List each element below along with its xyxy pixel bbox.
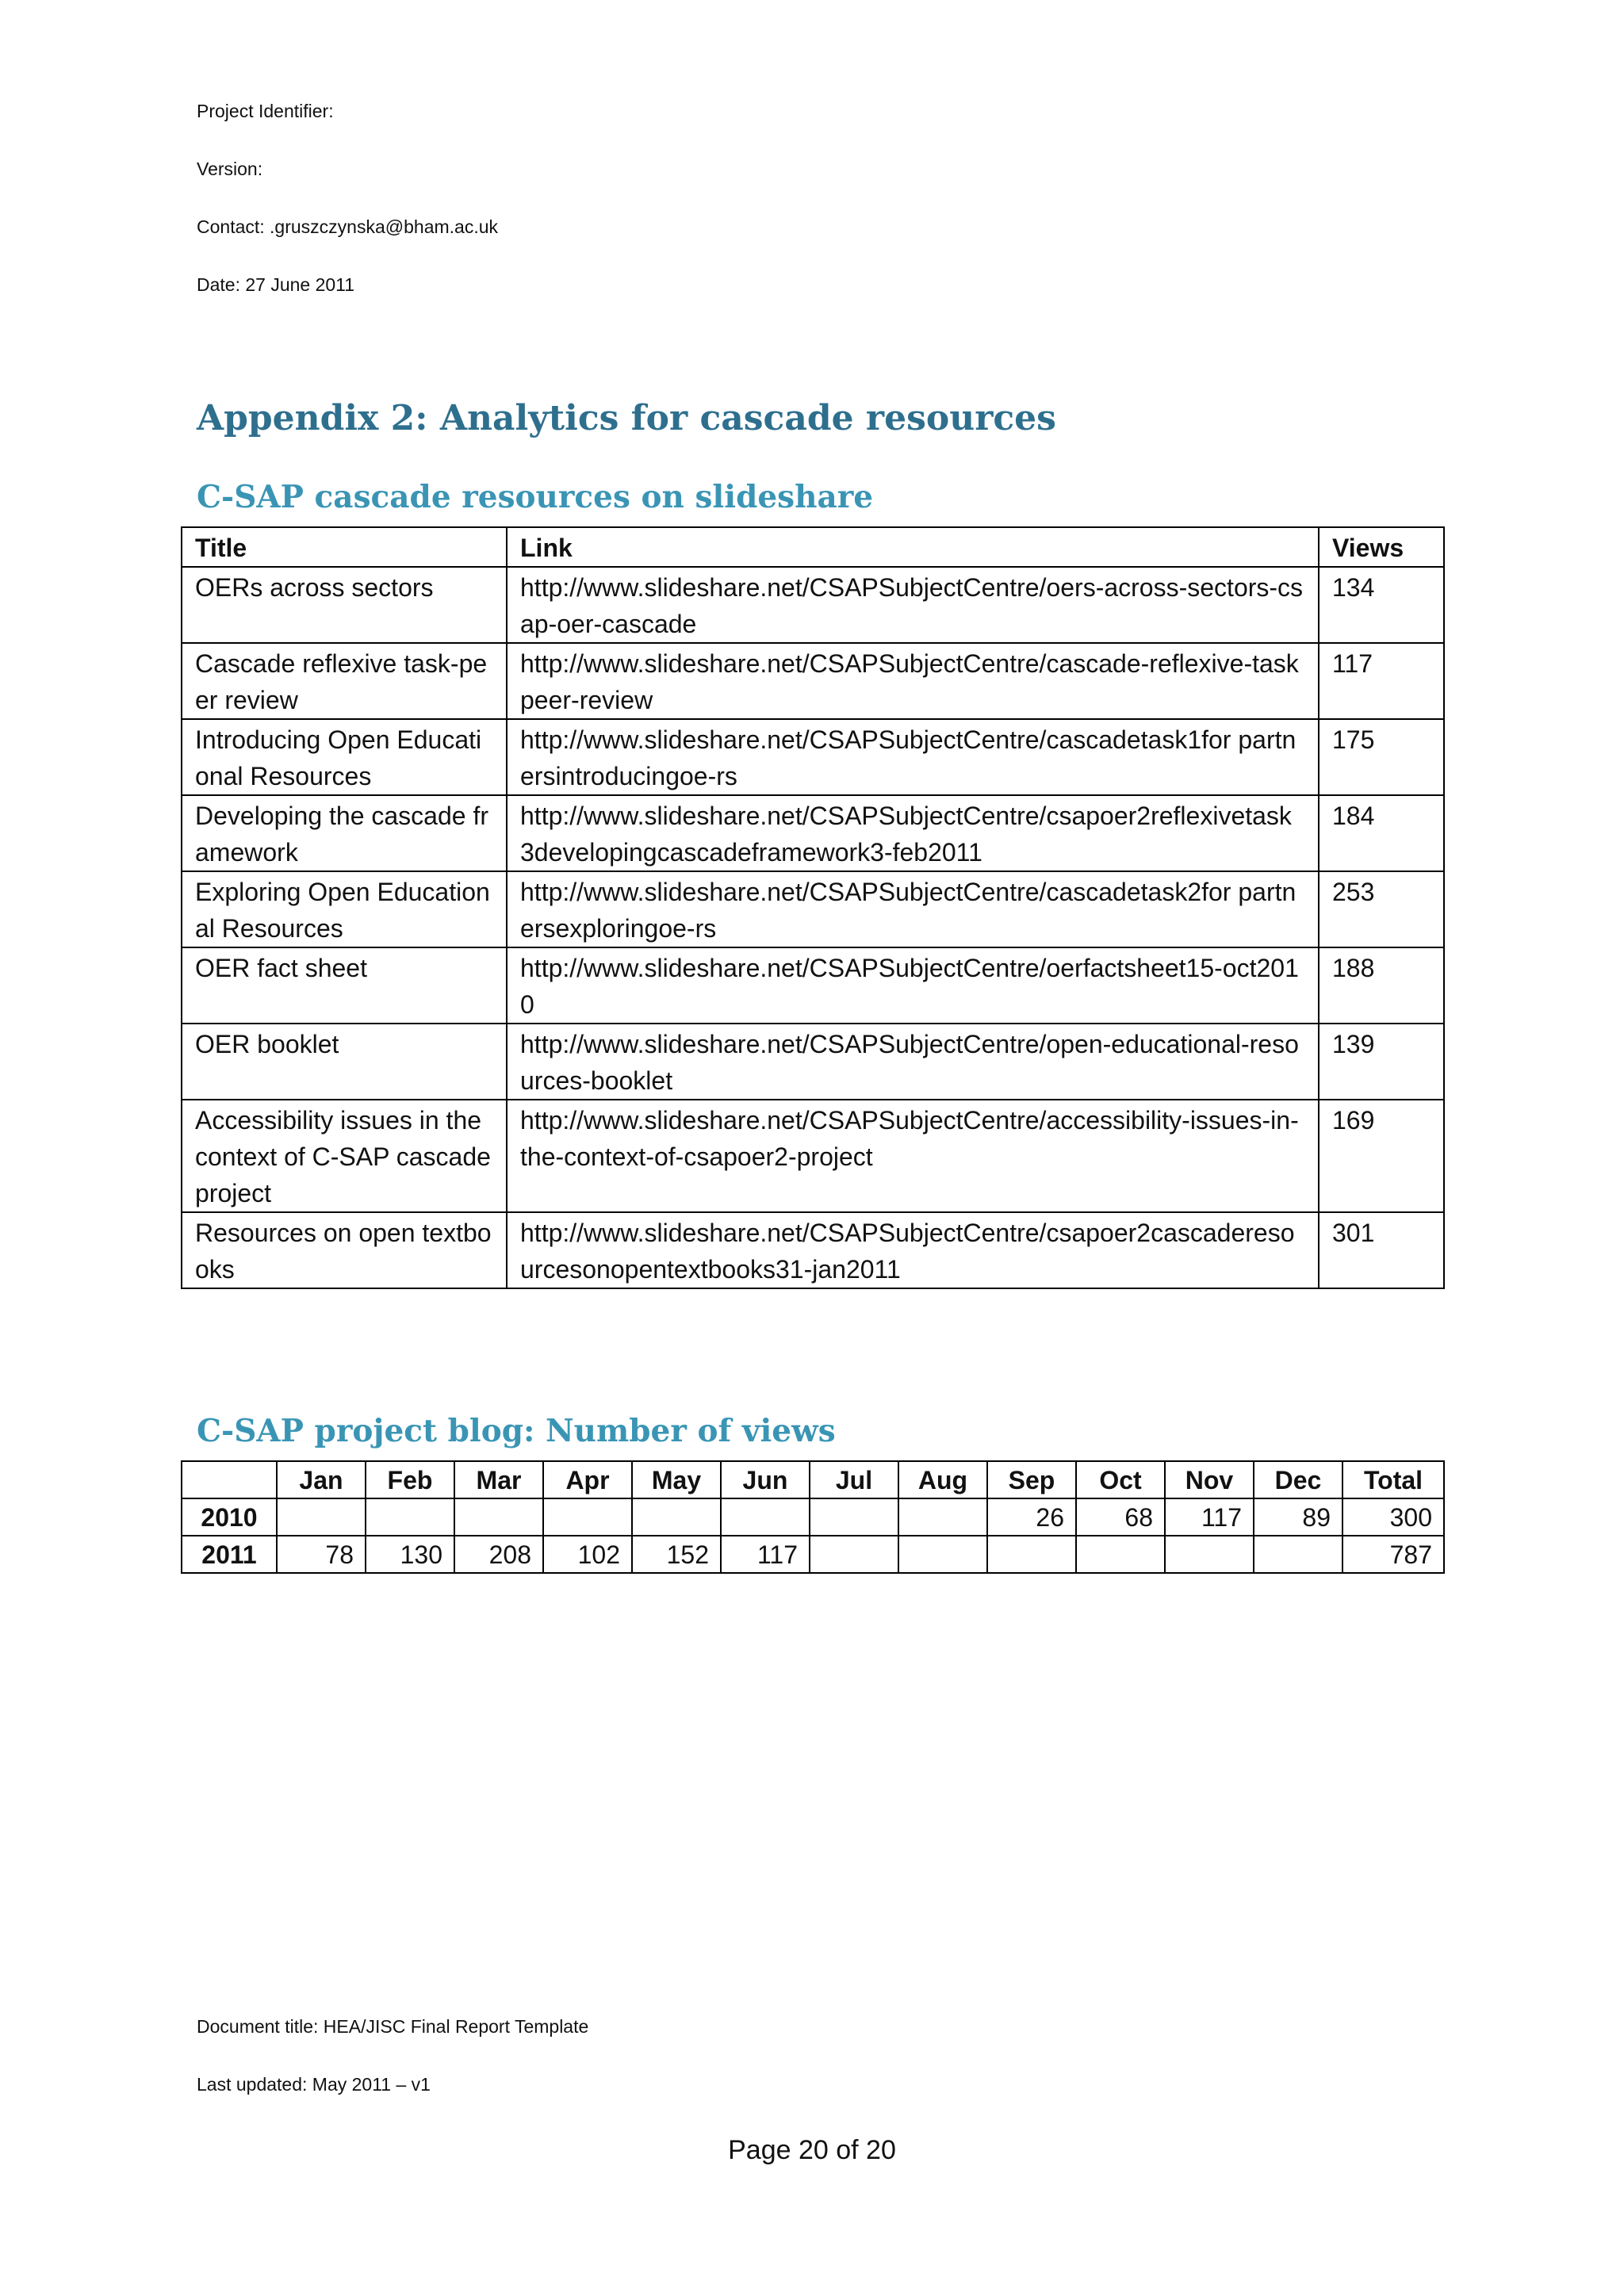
month-value: 208: [454, 1536, 543, 1573]
column-header-may: May: [632, 1461, 721, 1498]
resource-views: 188: [1319, 947, 1444, 1024]
column-header-jul: Jul: [810, 1461, 898, 1498]
month-value: [366, 1498, 454, 1536]
resource-link[interactable]: http://www.slideshare.net/CSAPSubjectCentre/oers-across-sectors-csap-oer-cascade: [507, 567, 1319, 643]
table-row: [182, 1024, 1444, 1100]
month-value: [1254, 1536, 1342, 1573]
year-cell: 2010: [182, 1498, 277, 1536]
resource-views: 169: [1319, 1100, 1444, 1212]
total-value: 300: [1342, 1498, 1444, 1536]
table-row: [182, 1100, 1444, 1212]
column-header-total: Total: [1342, 1461, 1444, 1498]
month-value: 68: [1076, 1498, 1165, 1536]
month-value: [898, 1498, 987, 1536]
month-value: [277, 1498, 366, 1536]
column-header-mar: Mar: [454, 1461, 543, 1498]
column-header-dec: Dec: [1254, 1461, 1342, 1498]
resource-link[interactable]: http://www.slideshare.net/CSAPSubjectCentre/oerfactsheet15-oct2010: [507, 947, 1319, 1024]
table-row: [182, 795, 1444, 871]
resource-views: 184: [1319, 795, 1444, 871]
resource-title: OER booklet: [182, 1024, 507, 1100]
resource-views: 301: [1319, 1212, 1444, 1288]
month-value: [987, 1536, 1076, 1573]
table-row: [182, 719, 1444, 795]
blog-views-table: [181, 1460, 1445, 1574]
resource-title: Accessibility issues in the context of C-SAP cascade project: [182, 1100, 507, 1212]
resource-link[interactable]: http://www.slideshare.net/CSAPSubjectCentre/cascade-reflexive-taskpeer-review: [507, 643, 1319, 719]
table-header-row: [182, 1461, 1444, 1498]
column-header-aug: Aug: [898, 1461, 987, 1498]
document-title: Document title: HEA/JISC Final Report Template: [197, 2016, 589, 2037]
column-header-jun: Jun: [721, 1461, 810, 1498]
year-cell: 2011: [182, 1536, 277, 1573]
resource-views: 253: [1319, 871, 1444, 947]
column-header-feb: Feb: [366, 1461, 454, 1498]
resource-title: OER fact sheet: [182, 947, 507, 1024]
month-value: 102: [543, 1536, 632, 1573]
slideshare-heading: C-SAP cascade resources on slideshare: [197, 479, 874, 515]
column-header-oct: Oct: [1076, 1461, 1165, 1498]
table-row: [182, 1536, 1444, 1573]
resource-title: Resources on open textbooks: [182, 1212, 507, 1288]
month-value: [810, 1536, 898, 1573]
contact: Contact: .gruszczynska@bham.ac.uk: [197, 216, 499, 237]
date: Date: 27 June 2011: [197, 274, 355, 295]
column-header-nov: Nov: [1165, 1461, 1254, 1498]
month-value: 117: [721, 1536, 810, 1573]
month-value: 89: [1254, 1498, 1342, 1536]
resource-link[interactable]: http://www.slideshare.net/CSAPSubjectCentre/open-educational-resources-booklet: [507, 1024, 1319, 1100]
column-header-views: Views: [1319, 527, 1444, 567]
month-value: 78: [277, 1536, 366, 1573]
resource-link[interactable]: http://www.slideshare.net/CSAPSubjectCentre/cascadetask1for partnersintroducingoe-rs: [507, 719, 1319, 795]
resource-title: Developing the cascade framework: [182, 795, 507, 871]
slideshare-resources-table: [181, 526, 1445, 1289]
resource-title: Cascade reflexive task-peer review: [182, 643, 507, 719]
column-header-apr: Apr: [543, 1461, 632, 1498]
page-number: Page 20 of 20: [728, 2135, 896, 2165]
resource-link[interactable]: http://www.slideshare.net/CSAPSubjectCentre/csapoer2reflexivetask3developingcascadeframework3-feb2011: [507, 795, 1319, 871]
table-header-row: [182, 527, 1444, 567]
month-value: 130: [366, 1536, 454, 1573]
column-header-sep: Sep: [987, 1461, 1076, 1498]
resource-link[interactable]: http://www.slideshare.net/CSAPSubjectCentre/csapoer2cascaderesourcesonopentextbooks31-jan2011: [507, 1212, 1319, 1288]
blog-heading: C-SAP project blog: Number of views: [197, 1413, 836, 1449]
resource-title: OERs across sectors: [182, 567, 507, 643]
resource-views: 139: [1319, 1024, 1444, 1100]
column-header-jan: Jan: [277, 1461, 366, 1498]
resource-views: 117: [1319, 643, 1444, 719]
table-row: [182, 1498, 1444, 1536]
last-updated: Last updated: May 2011 – v1: [197, 2074, 431, 2095]
resource-link[interactable]: http://www.slideshare.net/CSAPSubjectCentre/accessibility-issues-in-the-context-of-csapoer2-project: [507, 1100, 1319, 1212]
resource-title: Exploring Open Educational Resources: [182, 871, 507, 947]
month-value: [1165, 1536, 1254, 1573]
resource-views: 175: [1319, 719, 1444, 795]
total-value: 787: [1342, 1536, 1444, 1573]
resource-link[interactable]: http://www.slideshare.net/CSAPSubjectCentre/cascadetask2for partnersexploringoe-rs: [507, 871, 1319, 947]
month-value: [810, 1498, 898, 1536]
month-value: [1076, 1536, 1165, 1573]
resource-views: 134: [1319, 567, 1444, 643]
month-value: 152: [632, 1536, 721, 1573]
table-row: [182, 947, 1444, 1024]
month-value: [721, 1498, 810, 1536]
column-header-link: Link: [507, 527, 1319, 567]
month-value: 117: [1165, 1498, 1254, 1536]
project-identifier: Project Identifier:: [197, 101, 334, 121]
month-value: [454, 1498, 543, 1536]
table-row: [182, 567, 1444, 643]
column-header-year: [182, 1461, 277, 1498]
month-value: [543, 1498, 632, 1536]
resource-title: Introducing Open Educational Resources: [182, 719, 507, 795]
table-row: [182, 643, 1444, 719]
month-value: [632, 1498, 721, 1536]
appendix-title: Appendix 2: Analytics for cascade resources: [197, 398, 1056, 438]
month-value: 26: [987, 1498, 1076, 1536]
column-header-title: Title: [182, 527, 507, 567]
version: Version:: [197, 159, 263, 179]
table-row: [182, 871, 1444, 947]
table-row: [182, 1212, 1444, 1288]
month-value: [898, 1536, 987, 1573]
